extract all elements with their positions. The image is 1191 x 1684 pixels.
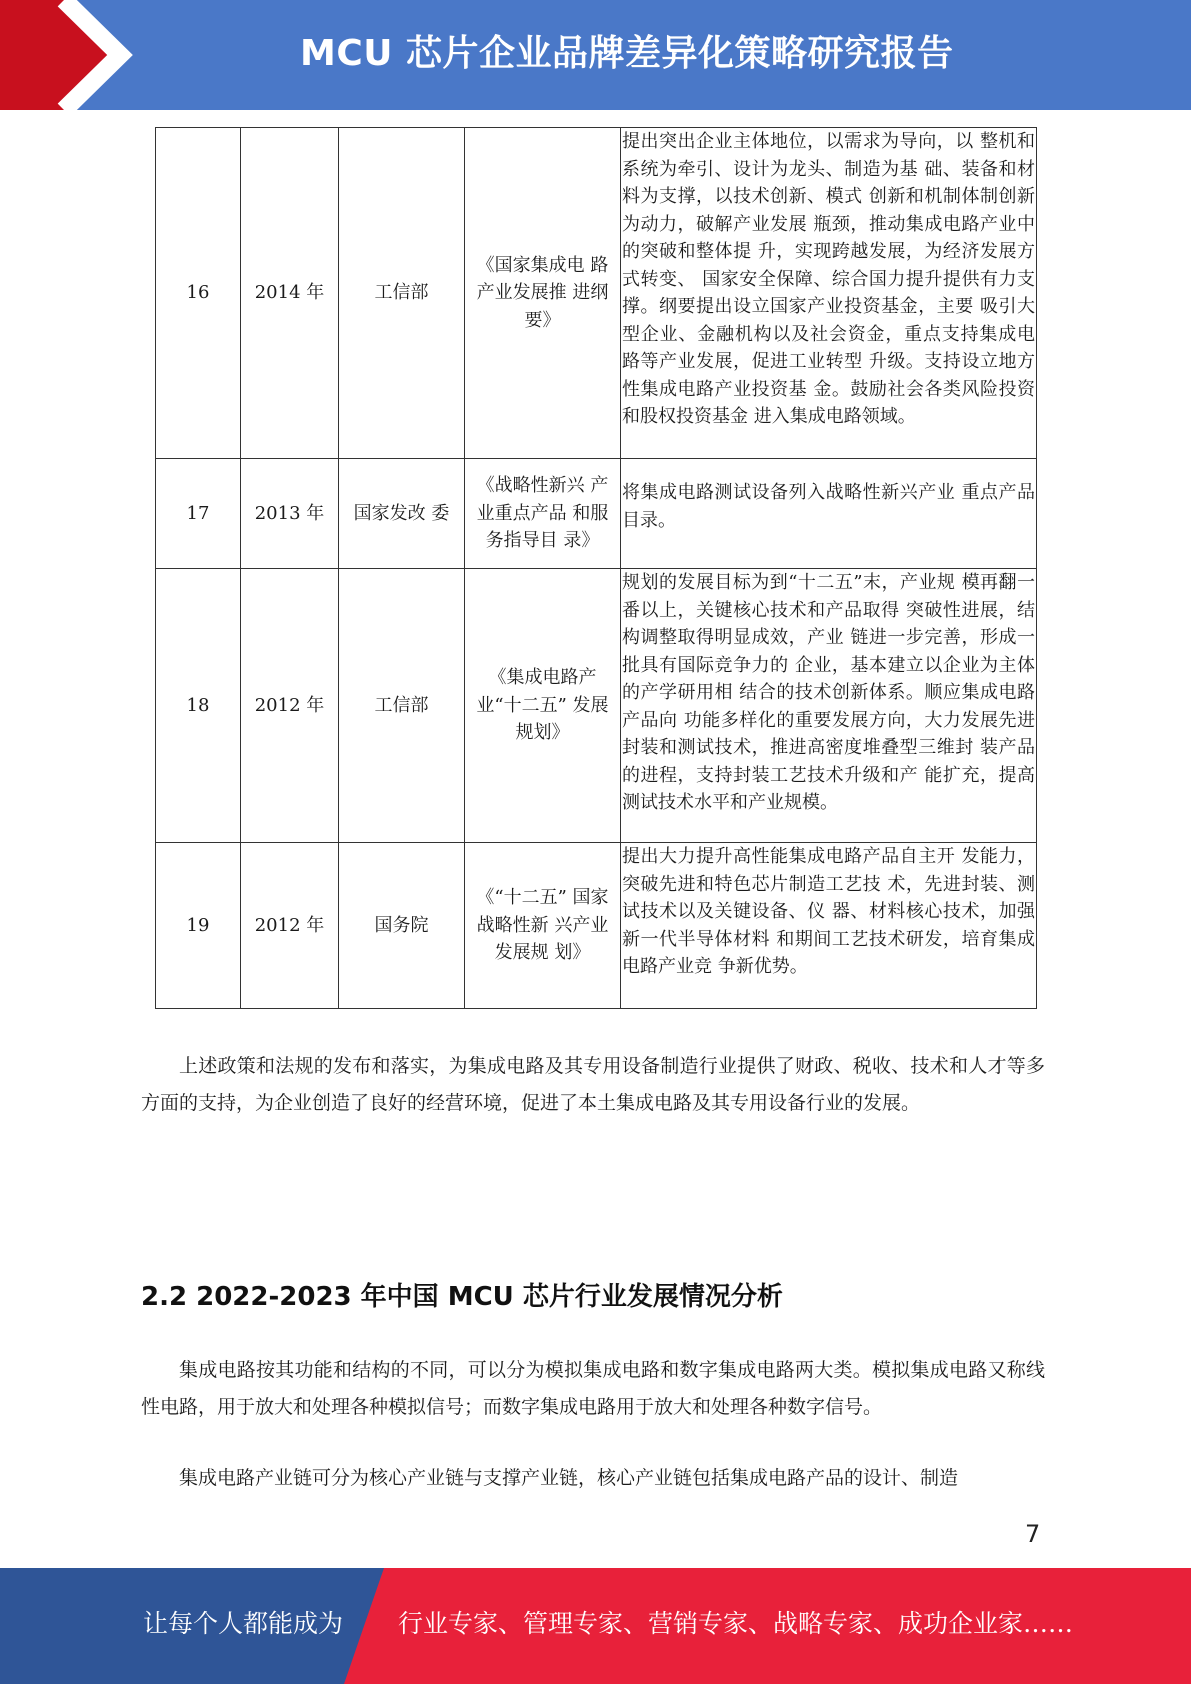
body-paragraph: 上述政策和法规的发布和落实，为集成电路及其专用设备制造行业提供了财政、税收、技术和人才等多方面的支持，为企业创造了良好的经营环境，促进了本土集成电路及其专用设备行业的发展。 — [141, 1055, 1045, 1114]
policy-table — [155, 127, 1037, 1009]
section-heading: 2.2 2022-2023 年中国 MCU 芯片行业发展情况分析 — [141, 1282, 783, 1312]
page-footer — [0, 1568, 1191, 1684]
footer-slogan-left: 让每个人都能成为 — [143, 1609, 344, 1638]
row-policy-name: 《战略性新兴 产业重点产品 和服务指导目 录》 — [465, 459, 621, 569]
row-policy-name: 《集成电路产 业“十二五” 发展规划》 — [465, 569, 621, 843]
body-paragraph: 集成电路按其功能和结构的不同，可以分为模拟集成电路和数字集成电路两大类。模拟集成电路又称线性电路，用于放大和处理各种模拟信号；而数字集成电路用于放大和处理各种数字信号。 — [141, 1359, 1045, 1418]
row-department: 工信部 — [339, 128, 465, 459]
row-policy-content: 将集成电路测试设备列入战略性新兴产业 重点产品目录。 — [621, 459, 1037, 569]
row-policy-name: 《“十二五” 国家战略性新 兴产业发展规 划》 — [465, 843, 621, 1009]
row-policy-content: 提出大力提升高性能集成电路产品自主开 发能力，突破先进和特色芯片制造工艺技 术，先进封装、测试技术以及关键设备、仪 器、材料核心技术，加强新一代半导体材料 和期间工艺技术研发，培育集成电路产业竞 争新优势。 — [621, 843, 1037, 1009]
table-row — [156, 569, 1037, 843]
row-department: 国务院 — [339, 843, 465, 1009]
row-department: 国家发改 委 — [339, 459, 465, 569]
report-title: MCU 芯片企业品牌差异化策略研究报告 — [300, 33, 954, 74]
row-number: 19 — [156, 843, 241, 1009]
footer-slogan-right: 行业专家、管理专家、营销专家、战略专家、成功企业家…… — [398, 1609, 1074, 1638]
table-row — [156, 128, 1037, 459]
row-policy-content: 提出突出企业主体地位，以需求为导向，以 整机和系统为牵引、设计为龙头、制造为基 础、装备和材料为支撑，以技术创新、模式 创新和机制体制创新为动力，破解产业发展 瓶颈，推动集成电路产业中的突破和整体提 升，实现跨越发展，为经济发展方式转变、 国家安全保障、综合国力提升提供有力支 撑。纲要提出设立国家产业投资基金，主要 吸引大型企业、金融机构以及社会资金，重点支持集成电路等产业发展，促进工业转型 升级。支持设立地方性集成电路产业投资基 金。鼓励社会各类风险投资和股权投资基金 进入集成电路领域。 — [621, 128, 1037, 459]
row-number: 17 — [156, 459, 241, 569]
table-row — [156, 843, 1037, 1009]
body-paragraph: 集成电路产业链可分为核心产业链与支撑产业链，核心产业链包括集成电路产品的设计、制造 — [179, 1467, 959, 1489]
page-header — [0, 0, 1191, 110]
page-number: 7 — [1025, 1520, 1041, 1548]
row-year: 2013 年 — [241, 459, 339, 569]
row-policy-content: 规划的发展目标为到“十二五”末，产业规 模再翻一番以上，关键核心技术和产品取得 突破性进展，结构调整取得明显成效，产业 链进一步完善，形成一批具有国际竞争力的 企业，基本建立以企业为主体的产学研用相 结合的技术创新体系。顺应集成电路产品向 功能多样化的重要发展方向，大力发展先进 封装和测试技术，推进高密度堆叠型三维封 装产品的进程，支持封装工艺技术升级和产 能扩充，提高测试技术水平和产业规模。 — [621, 569, 1037, 843]
row-number: 18 — [156, 569, 241, 843]
row-policy-name: 《国家集成电 路产业发展推 进纲要》 — [465, 128, 621, 459]
row-year: 2012 年 — [241, 843, 339, 1009]
row-year: 2014 年 — [241, 128, 339, 459]
row-number: 16 — [156, 128, 241, 459]
row-department: 工信部 — [339, 569, 465, 843]
table-row — [156, 459, 1037, 569]
header-arrow-decoration — [0, 0, 160, 110]
row-year: 2012 年 — [241, 569, 339, 843]
